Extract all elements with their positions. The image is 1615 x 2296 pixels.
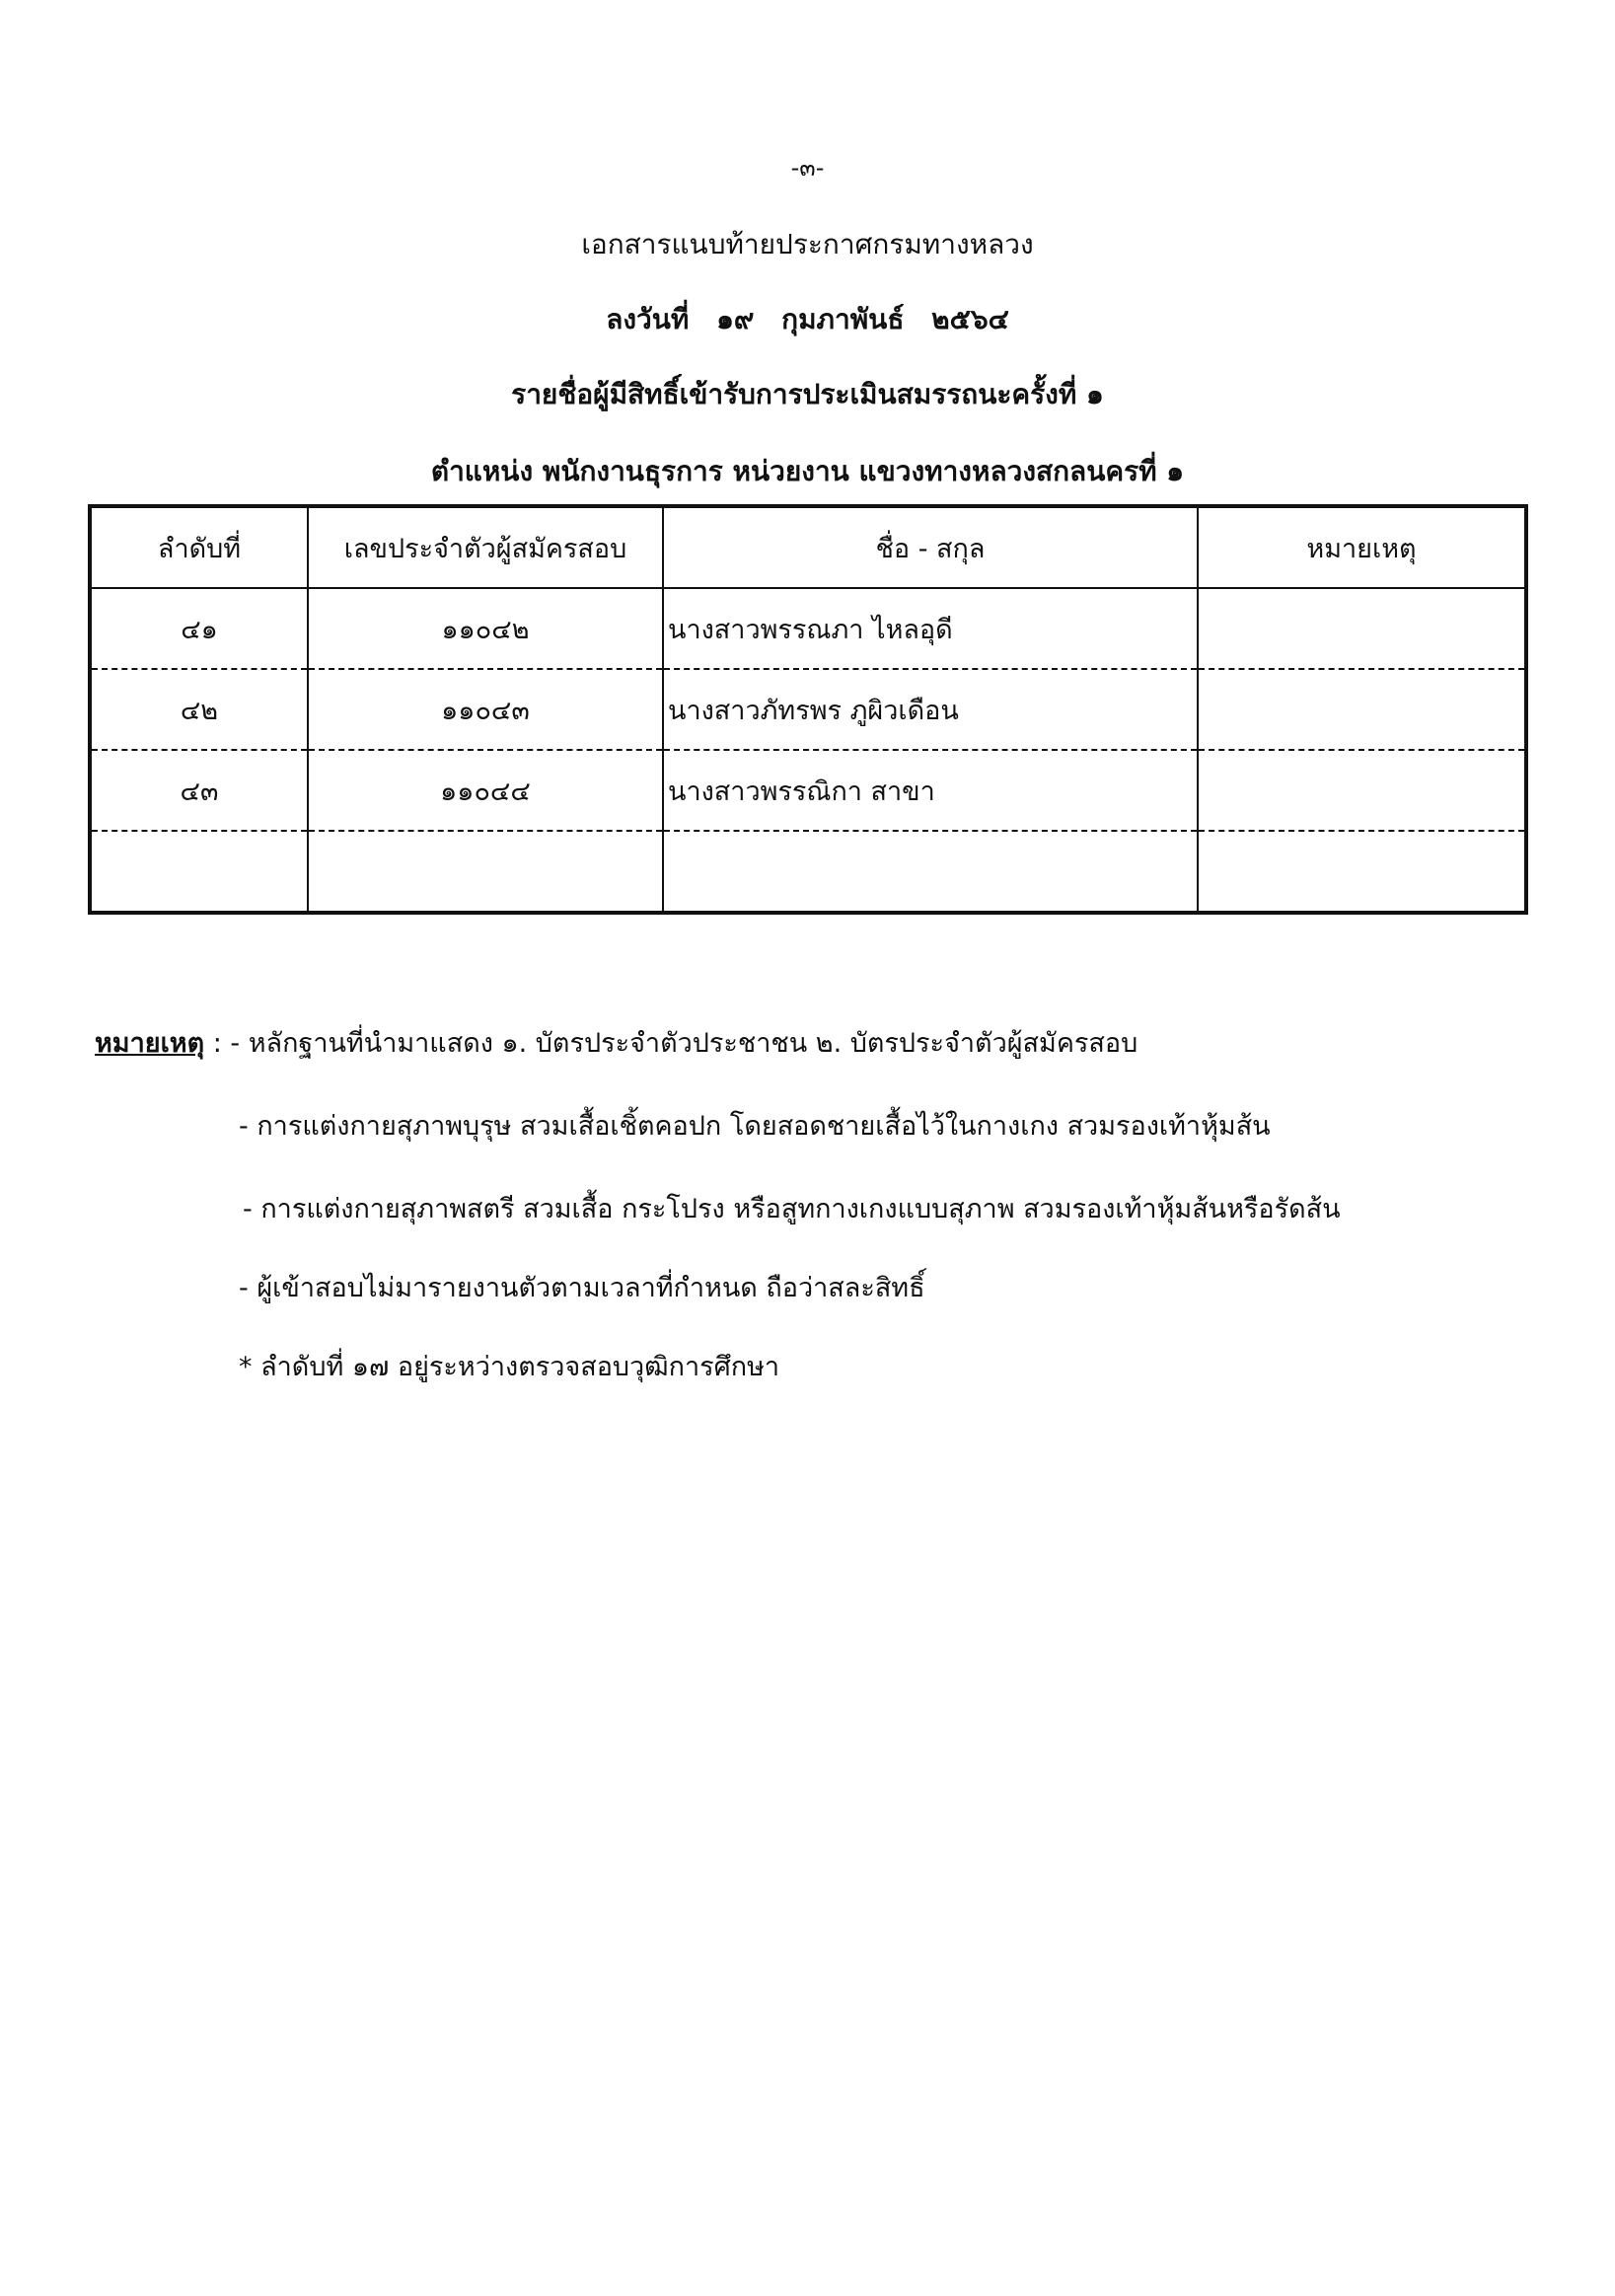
candidate-table bbox=[88, 504, 1528, 915]
table-row bbox=[90, 750, 1526, 831]
notes-label: หมายเหตุ bbox=[95, 1028, 205, 1059]
date-value: ๑๙ กุมภาพันธ์ ๒๕๖๔ bbox=[716, 303, 1009, 335]
cell-order: ๔๑ bbox=[90, 588, 308, 669]
note-item: * ลำดับที่ ๑๗ อยู่ระหว่างตรวจสอบวุฒิการศึกษา bbox=[239, 1352, 780, 1382]
cell-name: นางสาวพรรณิกา สาขา bbox=[663, 750, 1198, 831]
note-text: : - หลักฐานที่นำมาแสดง ๑. บัตรประจำตัวประชาชน ๒. บัตรประจำตัวผู้สมัครสอบ bbox=[204, 1028, 1138, 1059]
position-line: ตำแหน่ง พนักงานธุรการ หน่วยงาน แขวงทางหลวงสกลนครที่ ๑ bbox=[430, 455, 1185, 487]
page-number: -๓- bbox=[790, 154, 825, 182]
cell-order bbox=[90, 831, 308, 913]
cell-remark bbox=[1198, 750, 1526, 831]
cell-name: นางสาวพรรณภา ไหลอุดี bbox=[663, 588, 1198, 669]
cell-remark bbox=[1198, 588, 1526, 669]
cell-order: ๔๒ bbox=[90, 669, 308, 750]
document-title: เอกสารแนบท้ายประกาศกรมทางหลวง bbox=[581, 228, 1034, 260]
note-item: - การแต่งกายสุภาพบุรุษ สวมเสื้อเชิ้ตคอปก โดยสอดชายเสื้อไว้ในกางเกง สวมรองเท้าหุ้มส้น bbox=[239, 1111, 1271, 1142]
date-label: ลงวันที่ bbox=[606, 303, 690, 335]
table-header-row bbox=[90, 506, 1526, 588]
cell-candidate-id: ๑๑๐๔๔ bbox=[308, 750, 663, 831]
table-row bbox=[90, 588, 1526, 669]
column-header-candidate-id: เลขประจำตัวผู้สมัครสอบ bbox=[308, 506, 663, 588]
column-header-order: ลำดับที่ bbox=[90, 506, 308, 588]
cell-remark bbox=[1198, 831, 1526, 913]
table-row bbox=[90, 669, 1526, 750]
note-first bbox=[95, 1026, 1138, 1062]
document-date bbox=[0, 302, 1615, 337]
cell-name bbox=[663, 831, 1198, 913]
column-header-name: ชื่อ - สกุล bbox=[663, 506, 1198, 588]
table-row-empty bbox=[90, 831, 1526, 913]
document-subtitle: รายชื่อผู้มีสิทธิ์เข้ารับการประเมินสมรรถนะครั้งที่ ๑ bbox=[511, 378, 1104, 410]
cell-candidate-id: ๑๑๐๔๒ bbox=[308, 588, 663, 669]
cell-name: นางสาวภัทรพร ภูผิวเดือน bbox=[663, 669, 1198, 750]
cell-order: ๔๓ bbox=[90, 750, 308, 831]
note-item: - ผู้เข้าสอบไม่มารายงานตัวตามเวลาที่กำหนด ถือว่าสละสิทธิ์ bbox=[239, 1273, 925, 1303]
column-header-remark: หมายเหตุ bbox=[1198, 506, 1526, 588]
note-item: - การแต่งกายสุภาพสตรี สวมเสื้อ กระโปรง หรือสูทกางเกงแบบสุภาพ สวมรองเท้าหุ้มส้นหรือรัดส้น bbox=[243, 1194, 1341, 1224]
cell-candidate-id: ๑๑๐๔๓ bbox=[308, 669, 663, 750]
cell-candidate-id bbox=[308, 831, 663, 913]
cell-remark bbox=[1198, 669, 1526, 750]
